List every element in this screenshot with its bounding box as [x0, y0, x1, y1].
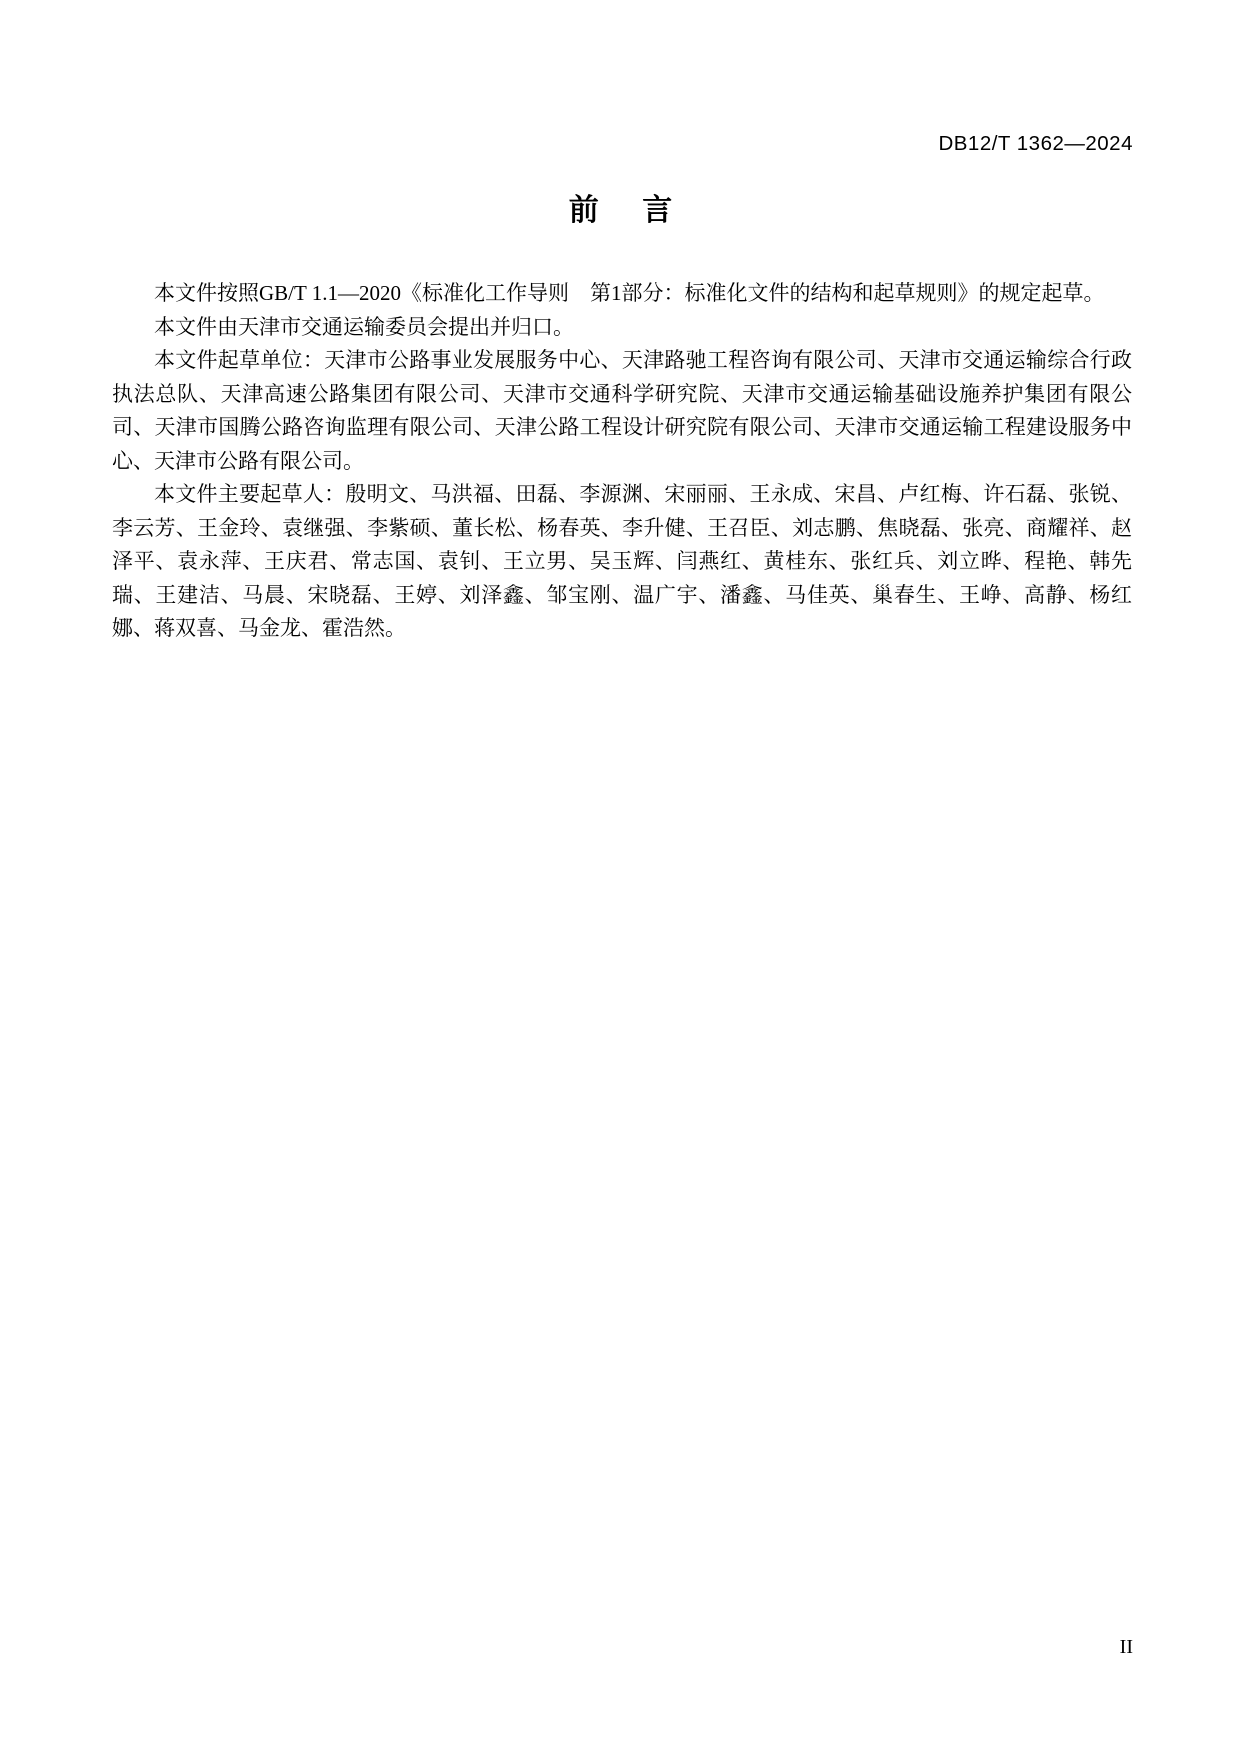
foreword-content: [112, 277, 1132, 646]
paragraph: 本文件起草单位：天津市公路事业发展服务中心、天津路驰工程咨询有限公司、天津市交通运输综合行政执法总队、天津高速公路集团有限公司、天津市交通科学研究院、天津市交通运输基础设施养护集团有限公司、天津市国腾公路咨询监理有限公司、天津公路工程设计研究院有限公司、天津市交通运输工程建设服务中心、天津市公路有限公司。: [112, 348, 1132, 473]
page-header-standard-number: DB12/T 1362—2024: [938, 132, 1133, 155]
paragraph: 本文件按照GB/T 1.1—2020《标准化工作导则 第1部分：标准化文件的结构和起草规则》的规定起草。: [154, 281, 1105, 305]
page-number: II: [1119, 1636, 1133, 1658]
paragraph: 本文件由天津市交通运输委员会提出并归口。: [154, 314, 574, 339]
page-title: 前 言: [568, 194, 691, 227]
paragraph: 本文件主要起草人：殷明文、马洪福、田磊、李源渊、宋丽丽、王永成、宋昌、卢红梅、许石磊、张锐、李云芳、王金玲、袁继强、李紫硕、董长松、杨春英、李升健、王召臣、刘志鹏、焦晓磊、张亮、商耀祥、赵泽平、袁永萍、王庆君、常志国、袁钊、王立男、吴玉辉、闫燕红、黄桂东、张红兵、刘立晔、程艳、韩先瑞、王建洁、马晨、宋晓磊、王婷、刘泽鑫、邹宝刚、温广宇、潘鑫、马佳英、巢春生、王峥、高静、杨红娜、蒋双喜、马金龙、霍浩然。: [112, 482, 1132, 640]
